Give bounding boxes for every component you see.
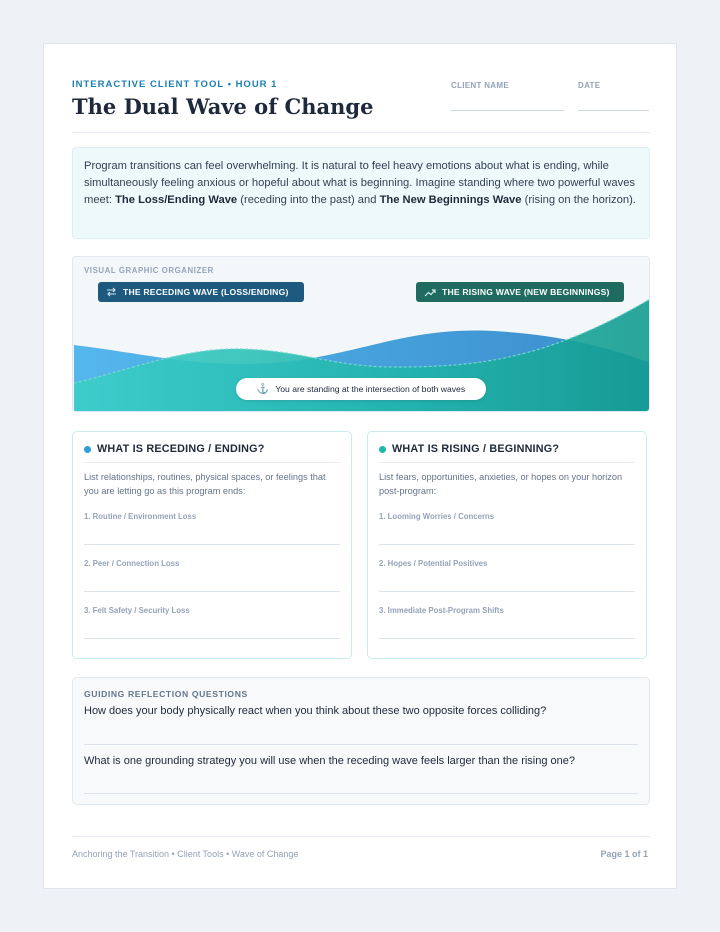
footer-breadcrumb: Anchoring the Transition • Client Tools • Wave of Change — [72, 849, 299, 859]
anchor-icon: ⚓ — [256, 383, 270, 395]
rising-dot-icon — [379, 446, 386, 453]
receding-dot-icon — [84, 446, 91, 453]
date-field[interactable] — [578, 110, 649, 111]
reflection-answer-2[interactable] — [84, 793, 638, 794]
receding-answer-2[interactable] — [84, 591, 340, 592]
loss-wave-term: The Loss/Ending Wave — [115, 194, 238, 207]
worksheet-page — [43, 43, 677, 889]
rising-answer-3[interactable] — [379, 638, 635, 639]
receding-prompt-1: 1. Routine / Environment Loss — [84, 512, 197, 521]
eyebrow-label: INTERACTIVE CLIENT TOOL • HOUR 1 — [72, 79, 278, 90]
receding-card-description: List relationships, routines, physical spaces, or feelings that you are letting go as this program ends: — [84, 472, 326, 496]
reflection-section — [72, 677, 650, 805]
rising-card-title: WHAT IS RISING / BEGINNING? — [392, 443, 560, 455]
rising-wave-pill: THE RISING WAVE (NEW BEGINNINGS) — [416, 282, 624, 302]
date-label: DATE — [578, 81, 601, 90]
rising-prompt-1: 1. Looming Worries / Concerns — [379, 512, 495, 521]
footer-divider — [72, 836, 650, 837]
rising-prompt-2: 2. Hopes / Potential Positives — [379, 559, 488, 568]
receding-card-title: WHAT IS RECEDING / ENDING? — [97, 443, 265, 455]
rising-answer-1[interactable] — [379, 544, 635, 545]
receding-card — [72, 431, 352, 659]
rising-prompt-3: 3. Immediate Post-Program Shifts — [379, 606, 504, 615]
reflection-label: GUIDING REFLECTION QUESTIONS — [84, 689, 248, 699]
receding-wave-pill: THE RECEDING WAVE (LOSS/ENDING) — [98, 282, 304, 302]
reflection-question-1: How does your body physically react when you think about these two opposite forces colliding? — [84, 705, 547, 717]
organizer-label: VISUAL GRAPHIC ORGANIZER — [84, 266, 214, 275]
visual-graphic-organizer — [72, 256, 650, 412]
rising-card-description: List fears, opportunities, anxieties, or hopes on your horizon post-program: — [379, 472, 623, 496]
rising-answer-2[interactable] — [379, 591, 635, 592]
header-divider — [72, 132, 650, 133]
page-title: The Dual Wave of Change — [72, 94, 374, 119]
client-name-label: CLIENT NAME — [451, 81, 509, 90]
reflection-question-2: What is one grounding strategy you will use when the receding wave feels larger than the rising one? — [84, 755, 576, 767]
trending-up-icon — [424, 288, 436, 297]
new-beginnings-wave-term: The New Beginnings Wave — [379, 194, 522, 207]
client-name-field[interactable] — [451, 110, 564, 111]
page-number: Page 1 of 1 — [600, 849, 648, 859]
receding-prompt-3: 3. Felt Safety / Security Loss — [84, 606, 190, 615]
swap-arrows-icon — [106, 287, 117, 297]
rising-card — [367, 431, 647, 659]
intersection-chip: ⚓ You are standing at the intersection of both waves — [236, 378, 486, 400]
intro-callout: Program transitions can feel overwhelming. It is natural to feel heavy emotions about what is ending, while simultaneously feeling anxious or hopeful about what is beginning. Imagine standing where two powerful waves meet: The Loss/Ending Wave (receding into the past) and The New Beginnings Wave (rising on the horizon). — [72, 147, 650, 239]
receding-answer-1[interactable] — [84, 544, 340, 545]
receding-answer-3[interactable] — [84, 638, 340, 639]
reflection-answer-1[interactable] — [84, 744, 638, 745]
receding-prompt-2: 2. Peer / Connection Loss — [84, 559, 180, 568]
